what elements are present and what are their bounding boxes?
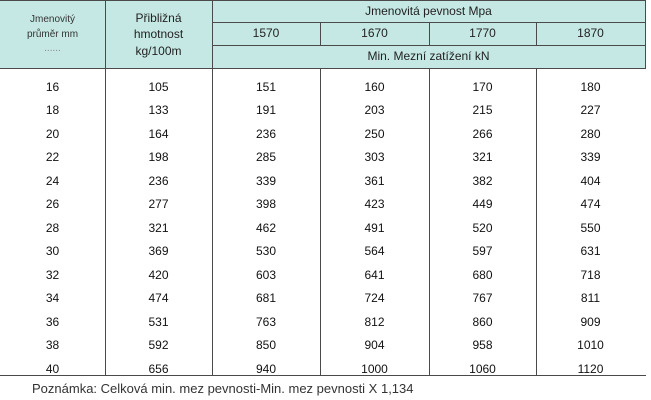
strength-value-1870: 1870 [577, 26, 604, 41]
table-cell: 1060 [469, 361, 496, 376]
header-weight-line-1: Přibližná [135, 11, 182, 26]
table-cell: 681 [255, 291, 277, 306]
table-cell: 18 [45, 103, 60, 118]
header-weight-line-2: hmotnost [133, 27, 184, 42]
table-cell: 860 [472, 314, 493, 329]
table-cell: 1010 [577, 338, 604, 353]
table-cell: 361 [364, 173, 385, 188]
table-row [0, 357, 645, 381]
header-diameter-line-2: průměr mm [26, 29, 79, 40]
header-top-border [0, 0, 645, 1]
table-cell: 191 [255, 103, 277, 118]
table-cell: 592 [148, 338, 169, 353]
table-cell: 160 [364, 79, 385, 94]
table-cell: 811 [580, 291, 601, 306]
table-cell: 550 [580, 220, 601, 235]
header-weight [105, 5, 212, 65]
table-cell: 170 [472, 79, 493, 94]
table-cell: 36 [45, 314, 60, 329]
table-cell: 321 [472, 150, 493, 165]
table-cell: 812 [364, 314, 385, 329]
table-row [0, 99, 645, 123]
table-cell: 724 [364, 291, 385, 306]
table-cell: 404 [580, 173, 601, 188]
table-cell: 474 [148, 291, 169, 306]
header-diameter [0, 4, 105, 64]
table-cell: 850 [255, 338, 277, 353]
table-cell: 16 [45, 79, 60, 94]
table-cell: 26 [45, 197, 60, 212]
table-cell: 958 [472, 338, 493, 353]
table-cell: 164 [148, 126, 169, 141]
table-cell: 420 [148, 267, 169, 282]
table-cell: 198 [148, 150, 169, 165]
table-cell: 369 [148, 244, 169, 259]
table-row [0, 122, 645, 146]
header-diameter-line-3: ...... [44, 43, 61, 54]
table-cell: 564 [364, 244, 385, 259]
table-cell: 940 [255, 361, 277, 376]
table-cell: 105 [148, 79, 169, 94]
table-cell: 321 [148, 220, 169, 235]
strength-value-1670: 1670 [361, 26, 388, 41]
table-cell: 30 [45, 244, 60, 259]
table-cell: 597 [472, 244, 493, 259]
table-cell: 32 [45, 267, 60, 282]
table-cell: 520 [472, 220, 493, 235]
table-cell: 303 [364, 150, 385, 165]
table-cell: 250 [364, 126, 385, 141]
table-cell: 1120 [577, 361, 604, 376]
table-row [0, 287, 645, 311]
table-cell: 763 [255, 314, 277, 329]
table-cell: 133 [148, 103, 169, 118]
header-diameter-line-1: Jmenovitý [29, 14, 75, 25]
table-cell: 40 [45, 361, 60, 376]
table-cell: 203 [364, 103, 385, 118]
table-cell: 1000 [361, 361, 388, 376]
table-cell: 449 [472, 197, 493, 212]
load-title: Min. Mezní zatížení kN [367, 49, 490, 64]
table-cell: 531 [148, 314, 169, 329]
table-cell: 718 [580, 267, 601, 282]
table-row [0, 146, 645, 170]
table-cell: 656 [148, 361, 169, 376]
table-cell: 215 [472, 103, 493, 118]
table-row [0, 334, 645, 358]
table-cell: 236 [148, 173, 169, 188]
footnote: Poznámka: Celková min. mez pevnosti-Min. mez pevnosti X 1,134 [32, 381, 414, 396]
table-cell: 530 [255, 244, 277, 259]
table-cell: 34 [45, 291, 60, 306]
table-cell: 266 [472, 126, 493, 141]
table-cell: 22 [45, 150, 60, 165]
table-cell: 339 [255, 173, 277, 188]
table-cell: 904 [364, 338, 385, 353]
table-cell: 398 [255, 197, 277, 212]
header-weight-line-3: kg/100m [135, 43, 182, 58]
strength-value-1570: 1570 [252, 26, 280, 41]
table-cell: 277 [148, 197, 169, 212]
table-row [0, 193, 645, 217]
table-cell: 631 [580, 244, 601, 259]
table-row [0, 216, 645, 240]
table-cell: 28 [45, 220, 60, 235]
table-cell: 423 [364, 197, 385, 212]
table-row [0, 169, 645, 193]
table-cell: 236 [255, 126, 277, 141]
table-cell: 339 [580, 150, 601, 165]
table-cell: 180 [580, 79, 601, 94]
table-cell: 20 [45, 126, 60, 141]
table-cell: 909 [580, 314, 601, 329]
strength-value-1770: 1770 [469, 26, 496, 41]
table-cell: 227 [580, 103, 601, 118]
table-cell: 285 [255, 150, 277, 165]
table-row [0, 263, 645, 287]
table-cell: 151 [255, 79, 277, 94]
table-cell: 680 [472, 267, 493, 282]
table-row [0, 75, 645, 99]
table-cell: 280 [580, 126, 601, 141]
table-cell: 603 [255, 267, 277, 282]
table-cell: 382 [472, 173, 493, 188]
table-cell: 462 [255, 220, 277, 235]
table-cell: 491 [364, 220, 385, 235]
table-cell: 474 [580, 197, 601, 212]
header-right-border [645, 0, 646, 68]
header-bottom-border [0, 68, 646, 69]
table-row [0, 240, 645, 264]
table-cell: 38 [45, 338, 60, 353]
table-cell: 641 [364, 267, 385, 282]
table-cell: 767 [472, 291, 493, 306]
strength-title: Jmenovitá pevnost Mpa [365, 4, 492, 19]
table-cell: 24 [45, 173, 60, 188]
table-row [0, 310, 645, 334]
